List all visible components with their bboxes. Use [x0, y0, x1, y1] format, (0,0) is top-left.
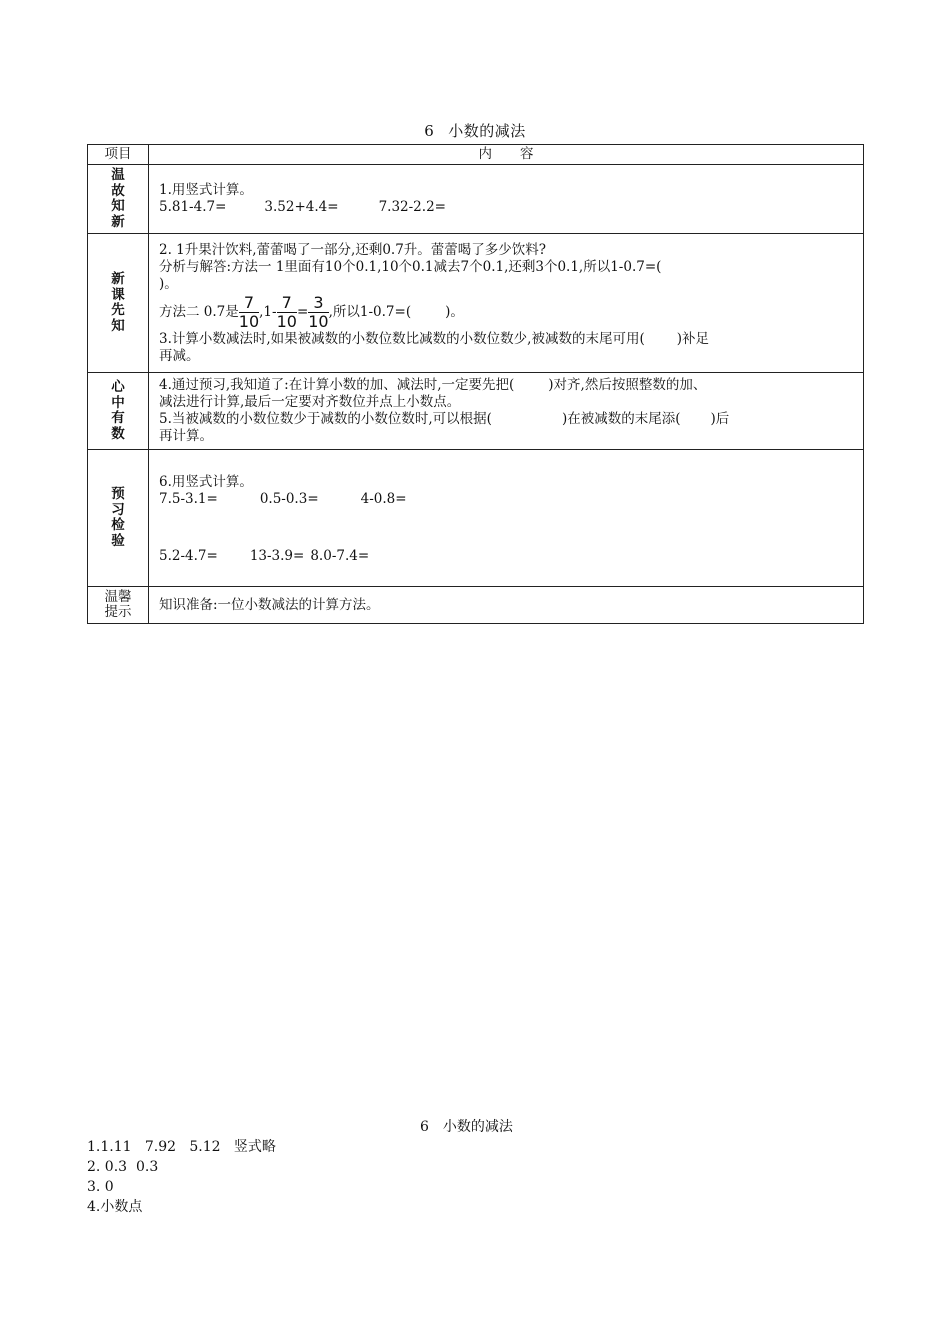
question-5: 5.当被减数的小数位数少于减数的小数位数时,可以根据( )在被减数的末尾添( )后 [159, 411, 730, 427]
row-label-tip: 温馨 提示 [88, 587, 149, 624]
method-1-end: )。 [159, 275, 178, 292]
table-row-tip [88, 587, 864, 624]
row-label-review: 温 故 知 新 [88, 165, 149, 234]
question-4-end: 减法进行计算,最后一定要对齐数位并点上小数点。 [159, 394, 461, 410]
lesson-title: 小数的减法 [448, 122, 526, 140]
question-2: 2. 1升果汁饮料,蕾蕾喝了一部分,还剩0.7升。蕾蕾喝了多少饮料? [159, 241, 547, 258]
question-1: 1.用竖式计算。 [159, 182, 253, 198]
row-content-new-lesson [149, 234, 864, 373]
question-3-end: 再减。 [159, 347, 200, 364]
row-label-summary: 心 中 有 数 [88, 373, 149, 450]
table-row-review [88, 165, 864, 234]
fraction-7-10: $\frac{7}{10}$ [276, 292, 297, 331]
page-title [0, 120, 950, 141]
header-content: 内 容 [149, 145, 864, 165]
question-4: 4.通过预习,我知道了:在计算小数的加、减法时,一定要先把( )对齐,然后按照整数的加、 [159, 377, 707, 393]
question-5-end: 再计算。 [159, 428, 213, 444]
tip-text: 知识准备:一位小数减法的计算方法。 [159, 596, 380, 613]
study-plan-table [87, 144, 864, 624]
answer-line: 4.小数点 [87, 1199, 143, 1215]
question-1-expressions: 5.81-4.7= 3.52+4.4= 7.32-2.2= [159, 199, 446, 215]
table-row-preview-check [88, 450, 864, 587]
question-6-expressions-2: 5.2-4.7= 13-3.9= 8.0-7.4= [159, 548, 370, 564]
answer-line: 2. 0.3 0.3 [87, 1159, 159, 1175]
row-label-new-lesson: 新 课 先 知 [88, 234, 149, 373]
row-content-summary [149, 373, 864, 450]
row-content-review [149, 165, 864, 234]
row-label-preview-check: 预 习 检 验 [88, 450, 149, 587]
question-6: 6.用竖式计算。 [159, 474, 253, 490]
answer-line: 3. 0 [87, 1179, 114, 1195]
header-item: 项目 [88, 145, 149, 165]
table-row-new-lesson [88, 234, 864, 373]
fraction-7-10: $\frac{7}{10}$ [238, 292, 260, 331]
method-1: 分析与解答:方法一 1里面有10个0.1,10个0.1减去7个0.1,还剩3个0.1,所以1-0.7=( [159, 258, 662, 275]
lesson-number: 6 [424, 122, 435, 140]
method-2: 方法二 0.7是 $\frac{7}{10}$ ,1- $\frac{7}{10}$ = $\frac{3}{10}$ ,所以1-0.7=( )。 [159, 292, 464, 331]
question-6-expressions-1: 7.5-3.1= 0.5-0.3= 4-0.8= [159, 491, 407, 507]
table-header-row [88, 145, 864, 165]
answer-key [87, 1117, 887, 1217]
fraction-3-10: $\frac{3}{10}$ [308, 292, 329, 331]
row-content-tip [149, 587, 864, 624]
question-3: 3.计算小数减法时,如果被减数的小数位数比减数的小数位数少,被减数的末尾可用( )补足 [159, 330, 710, 347]
table-row-summary [88, 373, 864, 450]
answer-key-title: 6 小数的减法 [420, 1119, 513, 1135]
row-content-preview-check [149, 450, 864, 587]
answer-line: 1.1.11 7.92 5.12 竖式略 [87, 1139, 276, 1155]
